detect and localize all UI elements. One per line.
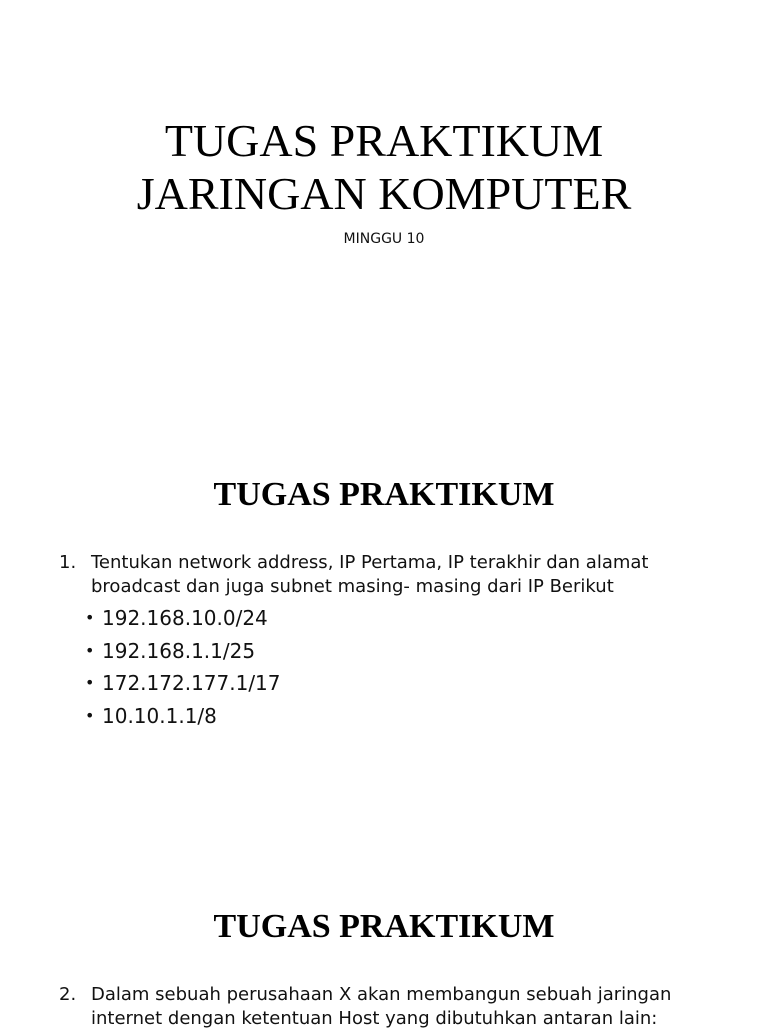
task-text: Dalam sebuah perusahaan X akan membangun sebuah jaringan internet dengan ketentuan Host yang dibutuhkan antaran lain:: [91, 984, 672, 1029]
task-item-1: [59, 551, 699, 599]
bullet-icon: •: [85, 705, 95, 725]
slide-title-line-2: JARINGAN KOMPUTER: [136, 168, 632, 219]
task-text: Tentukan network address, IP Pertama, IP terakhir dan alamat broadcast dan juga subnet masing- masing dari IP Berikut: [91, 552, 649, 597]
bullet-icon: •: [85, 608, 95, 627]
slide-3: [0, 864, 768, 1029]
task-number: 1.: [59, 552, 77, 573]
ip-address: 192.168.1.1/25: [102, 638, 256, 663]
slide-title: [0, 114, 768, 220]
ip-address: 172.172.177.1/17: [102, 671, 281, 695]
slide-1: [0, 0, 768, 432]
ip-address: 10.10.1.1/8: [102, 703, 217, 728]
slide-heading: TUGAS PRAKTIKUM: [213, 476, 555, 513]
bullet-icon: •: [85, 673, 95, 692]
list-item: [85, 635, 281, 668]
slide-heading: TUGAS PRAKTIKUM: [213, 908, 555, 945]
ip-address: 192.168.10.0/24: [102, 606, 268, 630]
list-item: [85, 667, 281, 700]
bullet-icon: •: [85, 640, 95, 660]
slide-2: [0, 432, 768, 864]
slide-subtitle: MINGGU 10: [343, 231, 425, 247]
slide-title-line-1: TUGAS PRAKTIKUM: [164, 115, 604, 166]
task-number: 2.: [59, 984, 77, 1005]
ip-address-list: [85, 602, 281, 732]
list-item: [85, 602, 281, 635]
list-item: [85, 700, 281, 733]
